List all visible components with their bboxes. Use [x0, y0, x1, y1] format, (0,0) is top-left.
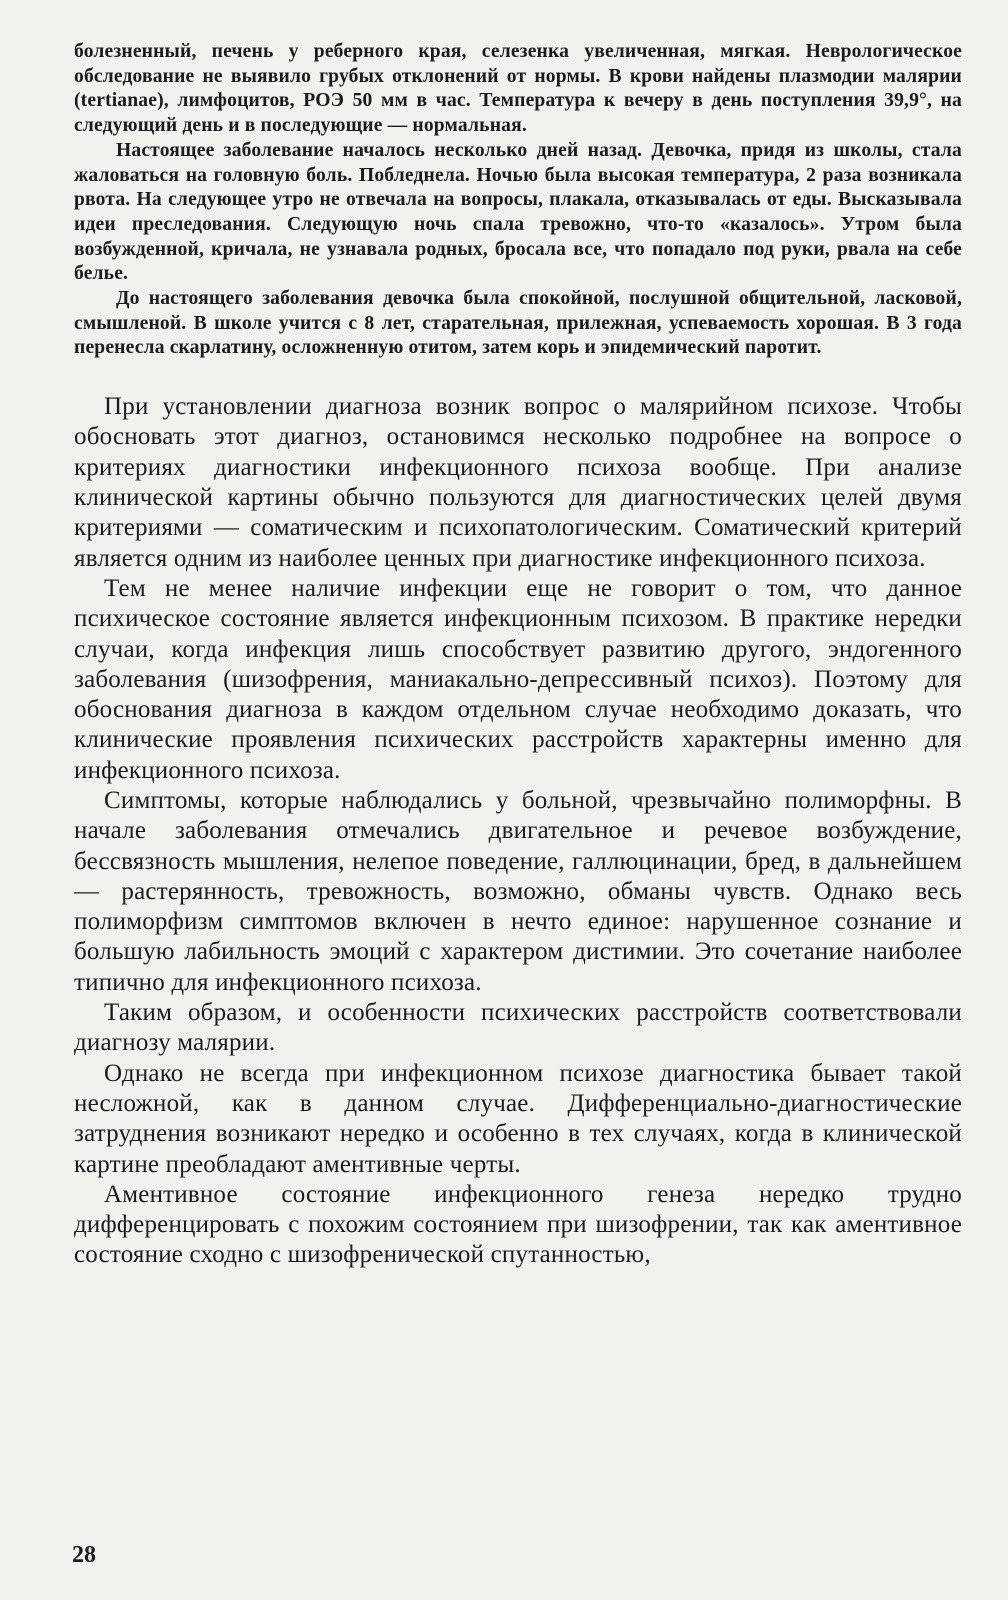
main-paragraph-1: При установлении диагноза возник вопрос о малярийном психозе. Чтобы обосновать этот диагноз, остановимся несколько подробнее на вопросе о критериях диагностики инфекционного психоза вообще. При анализе клинической картины обычно пользуются для диагностических целей двумя критериями — соматическим и психопатологическим. Соматический критерий является одним из наиболее ценных при диагностике инфекционного психоза. — [74, 393, 962, 572]
main-paragraph-6: Аментивное состояние инфекционного генеза нередко трудно дифференцировать с похожим состоянием при шизофрении, так как аментивное состояние сходно с шизофренической спутанностью, — [74, 1180, 962, 1269]
main-paragraph-4: Таким образом, и особенности психических расстройств соответствовали диагнозу малярии. — [74, 999, 962, 1057]
main-text-block — [74, 392, 962, 1271]
main-paragraph-3: Симптомы, которые наблюдались у больной, чрезвычайно полиморфны. В начале заболевания отмечались двигательное и речевое возбуждение, бессвязность мышления, нелепое поведение, галлюцинации, бред, в дальнейшем — растерянность, тревожность, возможно, обманы чувств. Однако весь полиморфизм симптомов включен в нечто единое: нарушенное сознание и большую лабильность эмоций с характером дистимии. Это сочетание наиболее типично для инфекционного психоза. — [74, 787, 962, 996]
main-paragraph-2: Тем не менее наличие инфекции еще не говорит о том, что данное психическое состояние является инфекционным психозом. В практике нередки случаи, когда инфекция лишь способствует развитию другого, эндогенного заболевания (шизофрения, маниакально-депрессивный психоз). Поэтому для обоснования диагноза в каждом отдельном случае необходимо доказать, что клинические проявления психических расстройств характерны именно для инфекционного психоза. — [74, 574, 962, 784]
case-history-block — [74, 40, 962, 361]
page-number: 28 — [72, 1542, 96, 1568]
main-paragraph-5: Однако не всегда при инфекционном психозе диагностика бывает такой несложной, как в данном случае. Дифференциально-диагностические затруднения возникают нередко и особенно в тех случаях, когда в клинической картине преобладают аментивные черты. — [74, 1059, 962, 1178]
case-paragraph-3: До настоящего заболевания девочка была спокойной, послушной общительной, ласковой, смышленой. В школе учится с 8 лет, старательная, прилежная, успеваемость хорошая. В 3 года перенесла скарлатину, осложненную отитом, затем корь и эпидемический паротит. — [74, 288, 962, 359]
case-paragraph-2: Настоящее заболевание началось несколько дней назад. Девочка, придя из школы, стала жаловаться на головную боль. Побледнела. Ночью была высокая температура, 2 раза возникала рвота. На следующее утро не отвечала на вопросы, плакала, отказывалась от еды. Высказывала идеи преследования. Следующую ночь спала тревожно, что-то «казалось». Утром была возбужденной, кричала, не узнавала родных, бросала все, что попадало под руки, рвала на себе белье. — [74, 139, 962, 285]
case-paragraph-1: болезненный, печень у реберного края, селезенка увеличенная, мягкая. Неврологическое обследование не выявило грубых отклонений от нормы. В крови найдены плазмодии малярии (tertianae), лимфоцитов, РОЭ 50 мм в час. Температура к вечеру в день поступления 39,9°, на следующий день и в последующие — нормальная. — [74, 41, 962, 137]
